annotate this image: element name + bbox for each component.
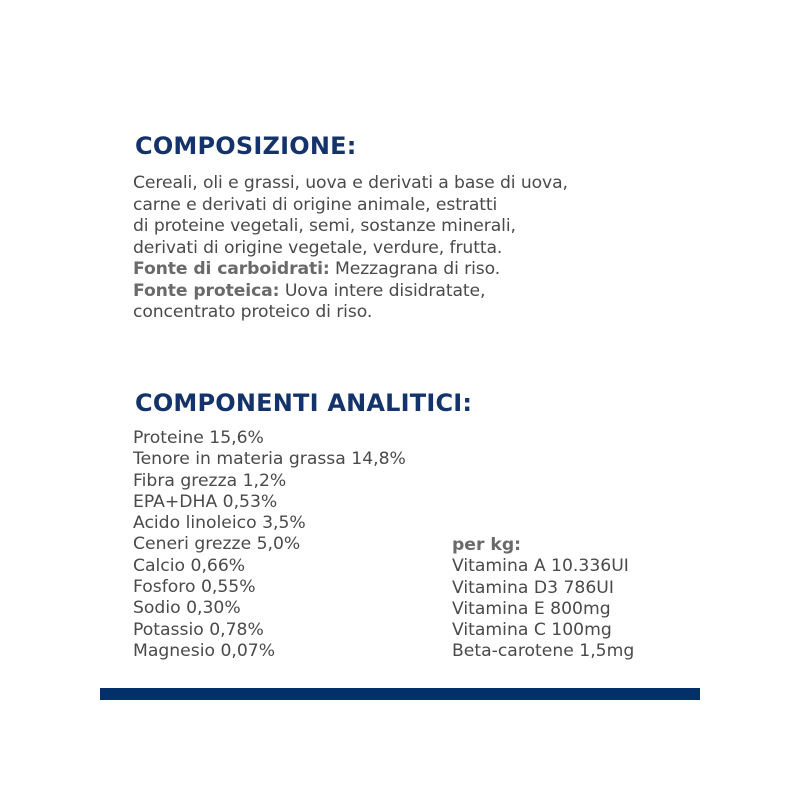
analytic-item: Fosforo 0,55% — [133, 577, 256, 598]
protein-source-label: Fonte proteica: — [133, 280, 280, 301]
vitamin-item: Vitamina E 800mg — [452, 598, 611, 619]
analytic-item: Sodio 0,30% — [133, 598, 241, 619]
protein-source-value: Uova intere disidratate, — [279, 280, 486, 301]
analytic-item: Proteine 15,6% — [133, 428, 264, 448]
vitamin-item: Beta-carotene 1,5mg — [452, 641, 635, 662]
vitamin-item: Vitamina A 10.336UI — [452, 556, 629, 577]
carb-source-line — [133, 259, 693, 281]
carb-source-value: Mezzagrana di riso. — [329, 259, 501, 279]
composition-heading: COMPOSIZIONE: — [135, 132, 357, 160]
composition-line: derivati di origine vegetale, verdure, frutta. — [133, 237, 503, 258]
per-kg-label: per kg: — [452, 535, 522, 555]
analytic-item: Potassio 0,78% — [133, 619, 264, 640]
vitamin-item: Vitamina D3 786UI — [452, 577, 614, 598]
composition-line: Cereali, oli e grassi, uova e derivati a base di uova, — [133, 173, 568, 193]
analytics-heading: COMPONENTI ANALITICI: — [135, 389, 473, 417]
composition-line: di proteine vegetali, semi, sostanze minerali, — [133, 216, 516, 236]
per-kg-list — [452, 535, 634, 663]
analytic-item: Ceneri grezze 5,0% — [133, 534, 301, 555]
analytic-item: Tenore in materia grassa 14,8% — [133, 449, 406, 470]
analytic-item: Calcio 0,66% — [133, 555, 246, 576]
analytic-item: Fibra grezza 1,2% — [133, 470, 287, 491]
protein-source-line — [133, 281, 693, 303]
analytic-item: Acido linoleico 3,5% — [133, 513, 306, 534]
carb-source-label: Fonte di carboidrati: — [133, 259, 330, 279]
vitamin-item: Vitamina C 100mg — [452, 620, 612, 641]
protein-source-continuation: concentrato proteico di riso. — [133, 302, 373, 322]
analytic-item: EPA+DHA 0,53% — [133, 491, 278, 512]
analytic-item: Magnesio 0,07% — [133, 640, 276, 661]
analytic-components-list — [133, 428, 406, 662]
composition-line: carne e derivati di origine animale, estratti — [133, 194, 498, 215]
composition-text — [133, 173, 693, 324]
bottom-divider-bar — [100, 688, 700, 700]
